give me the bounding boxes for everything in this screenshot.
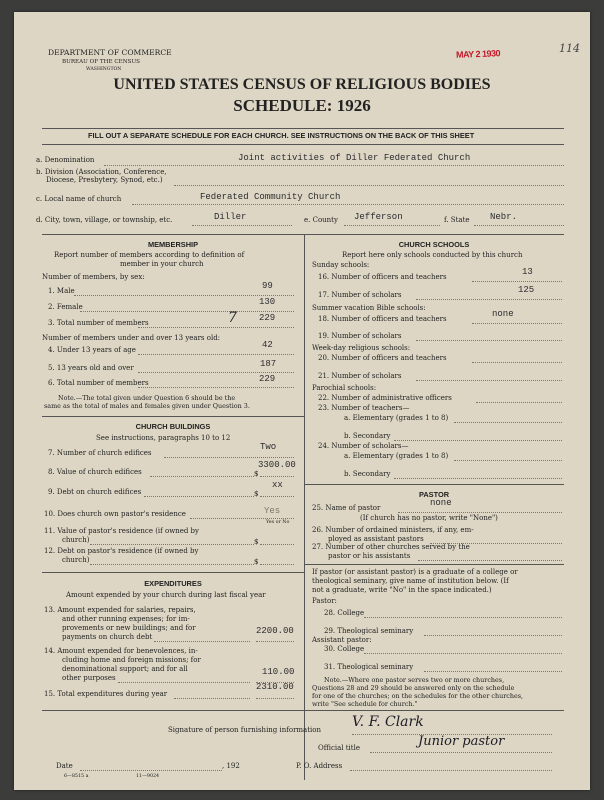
q13-label-3: provements or new buildings; and for xyxy=(62,624,196,632)
state-value: Nebr. xyxy=(490,212,518,222)
q28-label: 28. College xyxy=(324,609,365,617)
weekday-schools-label: Week-day religious schools: xyxy=(312,344,411,352)
q23a-label: a. Elementary (grades 1 to 8) xyxy=(344,414,449,422)
address-label: P. O. Address xyxy=(296,762,343,770)
pastor-note-4: write "See schedule for church." xyxy=(312,700,418,708)
q8-label: 8. Value of church edifices xyxy=(48,468,142,476)
q16-label: 16. Number of officers and teachers xyxy=(318,273,447,281)
membership-note-2: same as the total of males and females given under Question 3. xyxy=(44,402,250,410)
form-title: UNITED STATES CENSUS OF RELIGIOUS BODIES xyxy=(113,76,491,93)
date-year: , 192 xyxy=(222,762,240,770)
q15-label: 15. Total expenditures during year xyxy=(44,690,168,698)
buildings-heading: CHURCH BUILDINGS xyxy=(135,422,211,431)
q26-label: 26. Number of ordained ministers, if any, em- xyxy=(312,526,474,534)
state-label: f. State xyxy=(444,216,470,224)
census-form xyxy=(14,12,590,790)
q19-label: 19. Number of scholars xyxy=(318,332,402,340)
q25-value: none xyxy=(430,498,452,508)
official-title-label: Official title xyxy=(318,744,360,752)
department-label: DEPARTMENT OF COMMERCE xyxy=(48,48,172,57)
pastor-note-2: Questions 28 and 29 should be answered only on the schedule xyxy=(312,684,515,692)
q9-value: xx xyxy=(272,480,283,490)
q21-label: 21. Number of scholars xyxy=(318,372,402,380)
division-label-2: Diocese, Presbytery, Synod, etc.) xyxy=(46,176,163,184)
q9-label: 9. Debt on church edifices xyxy=(48,488,142,496)
q12-label-2: church) xyxy=(62,556,90,564)
q27-label: 27. Number of other churches served by the xyxy=(312,543,470,551)
membership-intro: Report number of members according to definition of xyxy=(54,251,245,259)
q12-label: 12. Debt on pastor's residence (if owned by xyxy=(44,547,199,555)
q25-label: 25. Name of pastor xyxy=(312,504,381,512)
q9-dollar: $ xyxy=(254,490,259,498)
q7-label: 7. Number of church edifices xyxy=(48,449,152,457)
expenditures-heading: EXPENDITURES xyxy=(144,579,202,588)
q25-hint: (If church has no pastor, write "None") xyxy=(360,514,498,522)
q5-value: 187 xyxy=(260,359,277,369)
q24b-label: b. Secondary xyxy=(344,470,391,478)
denomination-label: a. Denomination xyxy=(36,156,95,164)
date-label: Date xyxy=(56,762,73,770)
form-number: 6—8515 a xyxy=(64,774,89,779)
q20-label: 20. Number of officers and teachers xyxy=(318,354,447,362)
summer-schools-label: Summer vacation Bible schools: xyxy=(312,304,426,312)
q11-dollar: $ xyxy=(254,538,259,546)
q18-label: 18. Number of officers and teachers xyxy=(318,315,447,323)
q10-label: 10. Does church own pastor's residence xyxy=(44,510,186,518)
q13-label-2: and other running expenses; for im- xyxy=(62,615,190,623)
q11-label: 11. Value of pastor's residence (if owned by xyxy=(44,527,199,535)
q10-hint: Yes or No xyxy=(266,520,290,525)
q4-label: 4. Under 13 years of age xyxy=(48,346,136,354)
q11-label-2: church) xyxy=(62,536,90,544)
graduate-instruction-2: theological seminary, give name of institution below. (If xyxy=(312,577,509,585)
graduate-instruction-3: not a graduate, write "No" in the space indicated.) xyxy=(312,586,492,594)
denomination-value: Joint activities of Diller Federated Church xyxy=(238,153,471,163)
received-stamp: MAY 2 1930 xyxy=(455,48,501,60)
membership-heading: MEMBERSHIP xyxy=(147,240,199,249)
q4-value: 42 xyxy=(262,340,273,350)
local-name-value: Federated Community Church xyxy=(200,192,341,202)
page-number: 114 xyxy=(559,42,580,55)
q10-value: Yes xyxy=(264,506,281,516)
county-value: Jefferson xyxy=(354,212,403,222)
q14-label: 14. Amount expended for benevolences, in- xyxy=(44,647,198,655)
q16-value: 13 xyxy=(522,267,533,277)
print-code: 11—9024 xyxy=(136,774,160,779)
assistant-pastor-sublabel: Assistant pastor: xyxy=(312,636,372,644)
city-field-label: d. City, town, village, or township, etc. xyxy=(36,216,173,224)
pastor-note-3: for one of the churches; on the schedules for the other churches, xyxy=(312,692,524,700)
q2-label: 2. Female xyxy=(48,303,83,311)
q6-label: 6. Total number of members xyxy=(48,379,149,387)
q13-label: 13. Amount expended for salaries, repairs, xyxy=(44,606,196,614)
form-subtitle: SCHEDULE: 1926 xyxy=(233,96,371,115)
q3-label: 3. Total number of members xyxy=(48,319,149,327)
membership-note: Note.—The total given under Question 6 should be the xyxy=(58,394,236,402)
q26-label-2: ployed as assistant pastors xyxy=(328,535,424,543)
q15-value: 2310.00 xyxy=(256,682,294,692)
pastor-sublabel: Pastor: xyxy=(312,597,337,605)
membership-intro-2: member in your church xyxy=(120,260,204,268)
parochial-schools-label: Parochial schools: xyxy=(312,384,377,392)
q12-dollar: $ xyxy=(254,558,259,566)
schools-intro: Report here only schools conducted by this church xyxy=(342,251,523,259)
q14-value: 110.00 xyxy=(262,667,295,677)
q13-label-4: payments on church debt xyxy=(62,633,153,641)
q3-value: 229 xyxy=(259,313,276,323)
age-intro-label: Number of members under and over 13 years old: xyxy=(42,334,221,342)
q24a-label: a. Elementary (grades 1 to 8) xyxy=(344,452,449,460)
signature-label: Signature of person furnishing information xyxy=(168,726,322,734)
q14-label-2: cluding home and foreign missions; for xyxy=(62,656,201,664)
q1-label: 1. Male xyxy=(48,287,75,295)
q5-label: 5. 13 years old and over xyxy=(48,364,134,372)
q7-value: Two xyxy=(260,442,277,452)
pastor-note: Note.—Where one pastor serves two or more churches, xyxy=(324,676,505,684)
sunday-schools-label: Sunday schools: xyxy=(312,261,370,269)
q23b-label: b. Secondary xyxy=(344,432,391,440)
q2-value: 130 xyxy=(259,297,276,307)
members-by-sex-label: Number of members, by sex: xyxy=(42,273,145,281)
expenditures-subtitle: Amount expended by your church during last fiscal year xyxy=(66,591,266,599)
q31-label: 31. Theological seminary xyxy=(324,663,414,671)
buildings-subtitle: See instructions, paragraphs 10 to 12 xyxy=(96,434,231,442)
q27-label-2: pastor or his assistants xyxy=(328,552,411,560)
city-label: WASHINGTON xyxy=(86,67,122,72)
q14-label-4: other purposes xyxy=(62,674,116,682)
q13-value: 2200.00 xyxy=(256,626,294,636)
q17-value: 125 xyxy=(518,285,535,295)
q6-value: 229 xyxy=(259,374,276,384)
q14-label-3: denominational support; and for all xyxy=(62,665,188,673)
bureau-label: BUREAU OF THE CENSUS xyxy=(62,59,141,65)
q1-value: 99 xyxy=(262,281,273,291)
q22-label: 22. Number of administrative officers xyxy=(318,394,452,402)
graduate-instruction: If pastor (or assistant pastor) is a graduate of a college or xyxy=(312,568,518,576)
q3-margin-mark: 7 xyxy=(228,310,237,326)
q24-label: 24. Number of scholars— xyxy=(318,442,409,450)
signature-value: V. F. Clark xyxy=(352,714,424,730)
q8-value: 3300.00 xyxy=(258,460,296,470)
schools-heading: CHURCH SCHOOLS xyxy=(398,240,470,249)
county-label: e. County xyxy=(304,216,338,224)
q23-label: 23. Number of teachers— xyxy=(318,404,410,412)
division-label: b. Division (Association, Conference, xyxy=(36,168,167,176)
pastor-heading: PASTOR xyxy=(418,490,450,499)
q17-label: 17. Number of scholars xyxy=(318,291,402,299)
instruction-line: FILL OUT A SEPARATE SCHEDULE FOR EACH CHURCH. SEE INSTRUCTIONS ON THE BACK OF THIS SHEET xyxy=(88,131,475,140)
local-name-label: c. Local name of church xyxy=(36,195,122,203)
q30-label: 30. College xyxy=(324,645,365,653)
q18-value: none xyxy=(492,309,514,319)
official-title-value: Junior pastor xyxy=(418,734,505,749)
q8-dollar: $ xyxy=(254,470,259,478)
q29-label: 29. Theological seminary xyxy=(324,627,414,635)
city-field-value: Diller xyxy=(214,212,247,222)
